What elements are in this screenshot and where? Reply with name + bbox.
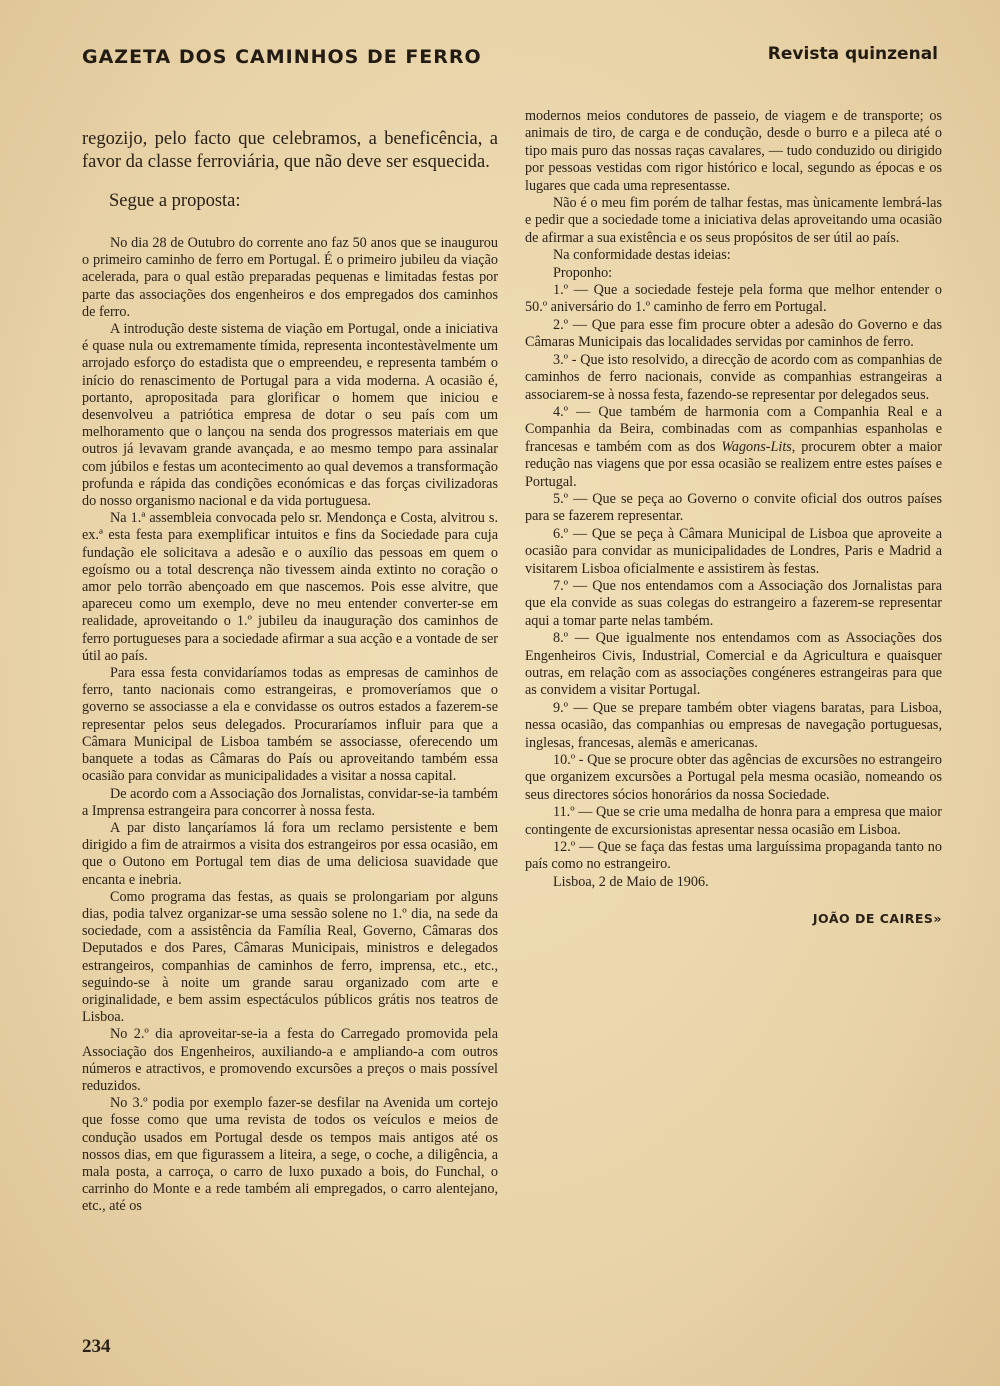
body-paragraph: Como programa das festas, as quais se prolongariam por alguns dias, podia talvez organizar-se uma sessão solene no 1.º dia, na sede da sociedade, com a assistência da Família Real, Governo, Câmaras dos Deputados e dos Pares, Câmaras Municipais, ministros e delegados estrangeiros, companhias de caminhos de ferro, imprensa, etc., etc., seguindo-se à noite um grande sarau organizado com arte e originalidade, e bem assim espectáculos públicos grátis nos teatros de Lisboa. — [82, 888, 498, 1026]
body-paragraph: De acordo com a Associação dos Jornalistas, convidar-se-ia também a Imprensa estrangeira para concorrer à nossa festa. — [82, 785, 498, 819]
body-paragraph: No 2.º dia aproveitar-se-ia a festa do Carregado promovida pela Associação dos Engenheiros, auxiliando-a e ampliando-a com outros números e atractivos, e promovendo excursões a preços o mais possível reduzidos. — [82, 1026, 498, 1094]
proposal-item: 12.º — Que se faça das festas uma larguíssima propaganda tanto no país como no estrangeiro. — [525, 839, 942, 873]
body-paragraph: Não é o meu fim porém de talhar festas, mas ùnicamente lembrá-las e pedir que a sociedade tome a iniciativa delas aproveitando uma ocasião de afirmar a sua existência e os seus propósitos de ser útil ao país. — [525, 195, 942, 246]
body-paragraph: modernos meios condutores de passeio, de viagem e de transporte; os animais de tiro, de carga e de condução, desde o burro e a pileca até o tipo mais puro das nossas raças cavalares, — tudo conduzido ou dirigido por pessoas vestidas com rigor histórico e local, segundo as épocas e os lugares que cada uma representasse. — [525, 108, 942, 194]
proposal-item: 8.º — Que igualmente nos entendamos com as Associações dos Engenheiros Civis, Industrial, Comercial e da Agricultura e quaisquer outras, em relação com as associações congéneres estrangeiras para que as convidem a visitar Portugal. — [525, 630, 942, 699]
proposal-item: 3.º - Que isto resolvido, a direcção de acordo com as companhias de caminhos de ferro nacionais, convide as companhias estrangeiras a associarem-se à nossa festa, fazendo-se representar por delegados seus. — [525, 351, 942, 403]
proposal-item: 5.º — Que se peça ao Governo o convite oficial dos outros países para se fazerem representar. — [525, 490, 942, 525]
body-paragraph: A par disto lançaríamos lá fora um reclamo persistente e bem dirigido a fim de atrairmos a visita dos estrangeiros por essa ocasião, em que o Outono em Portugal tem dias de uma deliciosa suavidade que encanta e inebria. — [82, 819, 498, 888]
intro-paragraph: regozijo, pelo facto que celebramos, a beneficência, a favor da classe ferroviária, que não deve ser esquecida. — [82, 129, 498, 172]
proposal-item: 7.º — Que nos entendamos com a Associação dos Jornalistas para que ela convide as suas colegas do estrangeiro a fazerem-se representar aqui a tomar parte nelas também. — [525, 577, 942, 629]
body-paragraph: Para essa festa convidaríamos todas as empresas de caminhos de ferro, tanto nacionais como estrangeiras, e promoveríamos que o governo se associasse a ela e convidasse os outros estados a fazerem-se representar pelos seus delegados. Procuraríamos influir para que a Câmara Municipal de Lisboa também se associasse, oferecendo um banquete a todas as Câmaras do País ou aproveitando também essa ocasião para convidar as municipalidades a visitar a nossa capital. — [82, 665, 498, 785]
body-paragraph: No dia 28 de Outubro do corrente ano faz 50 anos que se inaugurou o primeiro caminho de ferro em Portugal. É o primeiro jubileu da viação acelerada, para o qual estão preparadas pequenas e limitadas festas por parte das associações dos engenheiros e dos empregados dos caminhos de ferro. — [82, 235, 498, 320]
proposal-item: 9.º — Que se prepare também obter viagens baratas, para Lisboa, nessa ocasião, das companhias ou empresas de navegação portuguesas, inglesas, francesas, alemãs e americanas. — [525, 699, 942, 751]
journal-subtitle: Revista quinzenal — [767, 44, 938, 64]
signature-date: Lisboa, 2 de Maio de 1906. — [553, 873, 709, 890]
body-paragraph: A introdução deste sistema de viação em Portugal, onde a iniciativa é quase nula ou extremamente tímida, representa incontestàvelmente um arrojado esforço do estadista que o empreendeu, e representa também o início do renascimento de Portugal para a vida moderna. A ocasião é, portanto, apropositada para glorificar o homem que iniciou e desenvolveu a patriótica empresa de dotar o seu país com um melhoramento que o lançou na senda dos progressos materiais em que outros já levavam grande avançada, e ao mesmo tempo para assinalar com júbilos e festas um acontecimento ao qual devemos a transformação profunda e rápida das condições económicas e das forças civilizadoras do nosso organismo nacional e da vida portuguesa. — [82, 321, 498, 510]
proposal-item-4 — [525, 404, 942, 491]
proponho-heading: Proponho: — [553, 264, 613, 281]
proposal-item-4-text: 4.º — Que também de harmonia com a Companhia Real e a Companhia da Beira, combinadas com as companhias espanholas e francesas e também com as dos — [525, 403, 942, 455]
proposal-item: 11.º — Que se crie uma medalha de honra para a empresa que maior contingente de excursionistas apresentar nessa ocasião em Lisboa. — [525, 804, 942, 838]
proposal-item: 2.º — Que para esse fim procure obter a adesão do Governo e das Câmaras Municipais das localidades servidas por caminhos de ferro. — [525, 316, 942, 351]
page-number: 234 — [82, 1336, 111, 1357]
proposal-item: 1.º — Que a sociedade festeje pela forma que melhor entender o 50.º aniversário do 1.º caminho de ferro em Portugal. — [525, 282, 942, 316]
left-column — [82, 128, 498, 1216]
body-paragraph: No 3.º podia por exemplo fazer-se desfilar na Avenida um cortejo que fosse como que uma revista de todos os veículos e meios de condução usados em Portugal desde os tempos mais antigos até os nossos dias, em que figurassem a liteira, a sege, o coche, a diligência, a mala posta, a carroça, o carro de luxo puxado a bois, do Funchal, o carrinho do Monte e a rede também ali empregados, o carro alentejano, etc., até os — [82, 1095, 498, 1215]
author-signature: JOÃO DE CAIRES» — [812, 911, 942, 927]
proposal-item: 10.º - Que se procure obter das agências de excursões no estrangeiro que organizem excursões a Portugal pela mesma ocasião, nomeando os seus directores sócios honorários da nossa Sociedade. — [525, 752, 942, 803]
proposal-heading: Segue a proposta: — [109, 191, 241, 211]
proposal-item-4-text: , procurem obter a maior redução nas viagens que por essa ocasião se realizem entre estes países e Portugal. — [525, 438, 942, 490]
journal-title: GAZETA DOS CAMINHOS DE FERRO — [82, 46, 482, 68]
body-paragraph: Na conformidade destas ideias: — [553, 247, 731, 264]
body-paragraph: Na 1.ª assembleia convocada pelo sr. Mendonça e Costa, alvitrou s. ex.ª esta festa para exemplificar intuitos e fins da Sociedade para cuja fundação ele solicitava a adesão e o auxílio das pessoas em quem o egoísmo ou a total descrença não tivessem ainda extinto no coração o amor pelo torrão abençoado em que nascemos. Pois esse alvitre, que apareceu como um exemplo, deve no meu entender converter-se em realidade, aproveitando o 1.º jubileu da inauguração dos caminhos de ferro portugueses para a sociedade afirmar a sua acção e a vontade de ser útil ao país. — [82, 510, 498, 664]
wagons-lits-italic: Wagons-Lits — [721, 438, 792, 455]
proposal-item: 6.º — Que se peça à Câmara Municipal de Lisboa que aproveite a ocasião para convidar as municipalidades de Londres, Paris e Madrid a visitarem Lisboa oficialmente e assistirem às festas. — [525, 525, 942, 577]
right-column — [525, 108, 942, 926]
